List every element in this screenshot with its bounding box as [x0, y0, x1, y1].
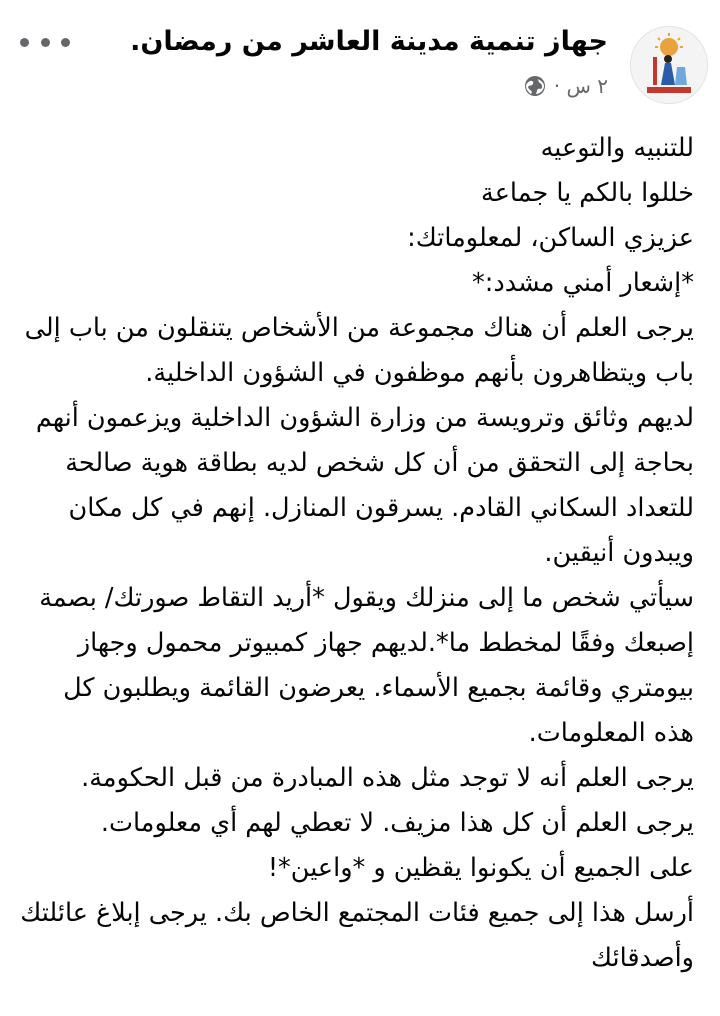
post-paragraph: سيأتي شخص ما إلى منزلك ويقول *أريد التقاط صورتك/ بصمة إصبعك وفقًا لمخطط ما*.لديهم جهاز كمبيوتر محمول وجهاز بيومتري وقائمة بجميع الأسماء. يعرضون القائمة ويطلبون كل هذه المعلومات.: [39, 583, 694, 748]
post-paragraph: *إشعار أمني مشدد:*: [472, 268, 694, 298]
globe-icon: [524, 75, 546, 97]
post-paragraph: على الجميع أن يكونوا يقظين و *واعين*!: [267, 853, 694, 883]
page-name[interactable]: جهاز تنمية مدينة العاشر من رمضان.: [130, 26, 608, 57]
post-paragraph: يرجى العلم أن كل هذا مزيف. لا تعطي لهم أي معلومات.: [100, 808, 694, 838]
post-paragraph: عزيزي الساكن، لمعلوماتك:: [407, 223, 694, 253]
post-paragraph: يرجى العلم أنه لا توجد مثل هذه المبادرة من قبل الحكومة.: [81, 763, 694, 793]
post-paragraph: خللوا بالكم يا جماعة: [481, 178, 694, 208]
post-text: [18, 126, 694, 981]
post-timestamp[interactable]: ٢ س ·: [553, 74, 608, 98]
post-paragraph: لديهم وثائق وترويسة من وزارة الشؤون الداخلية ويزعمون أنهم بحاجة إلى التحقق من أن كل شخص لديه بطاقة هوية صالحة للتعداد السكاني القادم. يسرقون المنازل. إنهم في كل مكان ويبدون أنيقين.: [35, 403, 694, 568]
post-meta: [524, 74, 608, 98]
page-avatar[interactable]: [630, 26, 708, 104]
post-header: [0, 22, 720, 106]
more-options-icon[interactable]: [20, 32, 70, 52]
post-paragraph: للتنبيه والتوعيه: [540, 133, 694, 163]
logo-image: [631, 27, 707, 103]
post-paragraph: يرجى العلم أن هناك مجموعة من الأشخاص يتنقلون من باب إلى باب ويتظاهرون بأنهم موظفون في الشؤون الداخلية.: [24, 313, 694, 388]
post-paragraph: أرسل هذا إلى جميع فئات المجتمع الخاص بك. يرجى إبلاغ عائلتك وأصدقائك: [20, 898, 694, 973]
